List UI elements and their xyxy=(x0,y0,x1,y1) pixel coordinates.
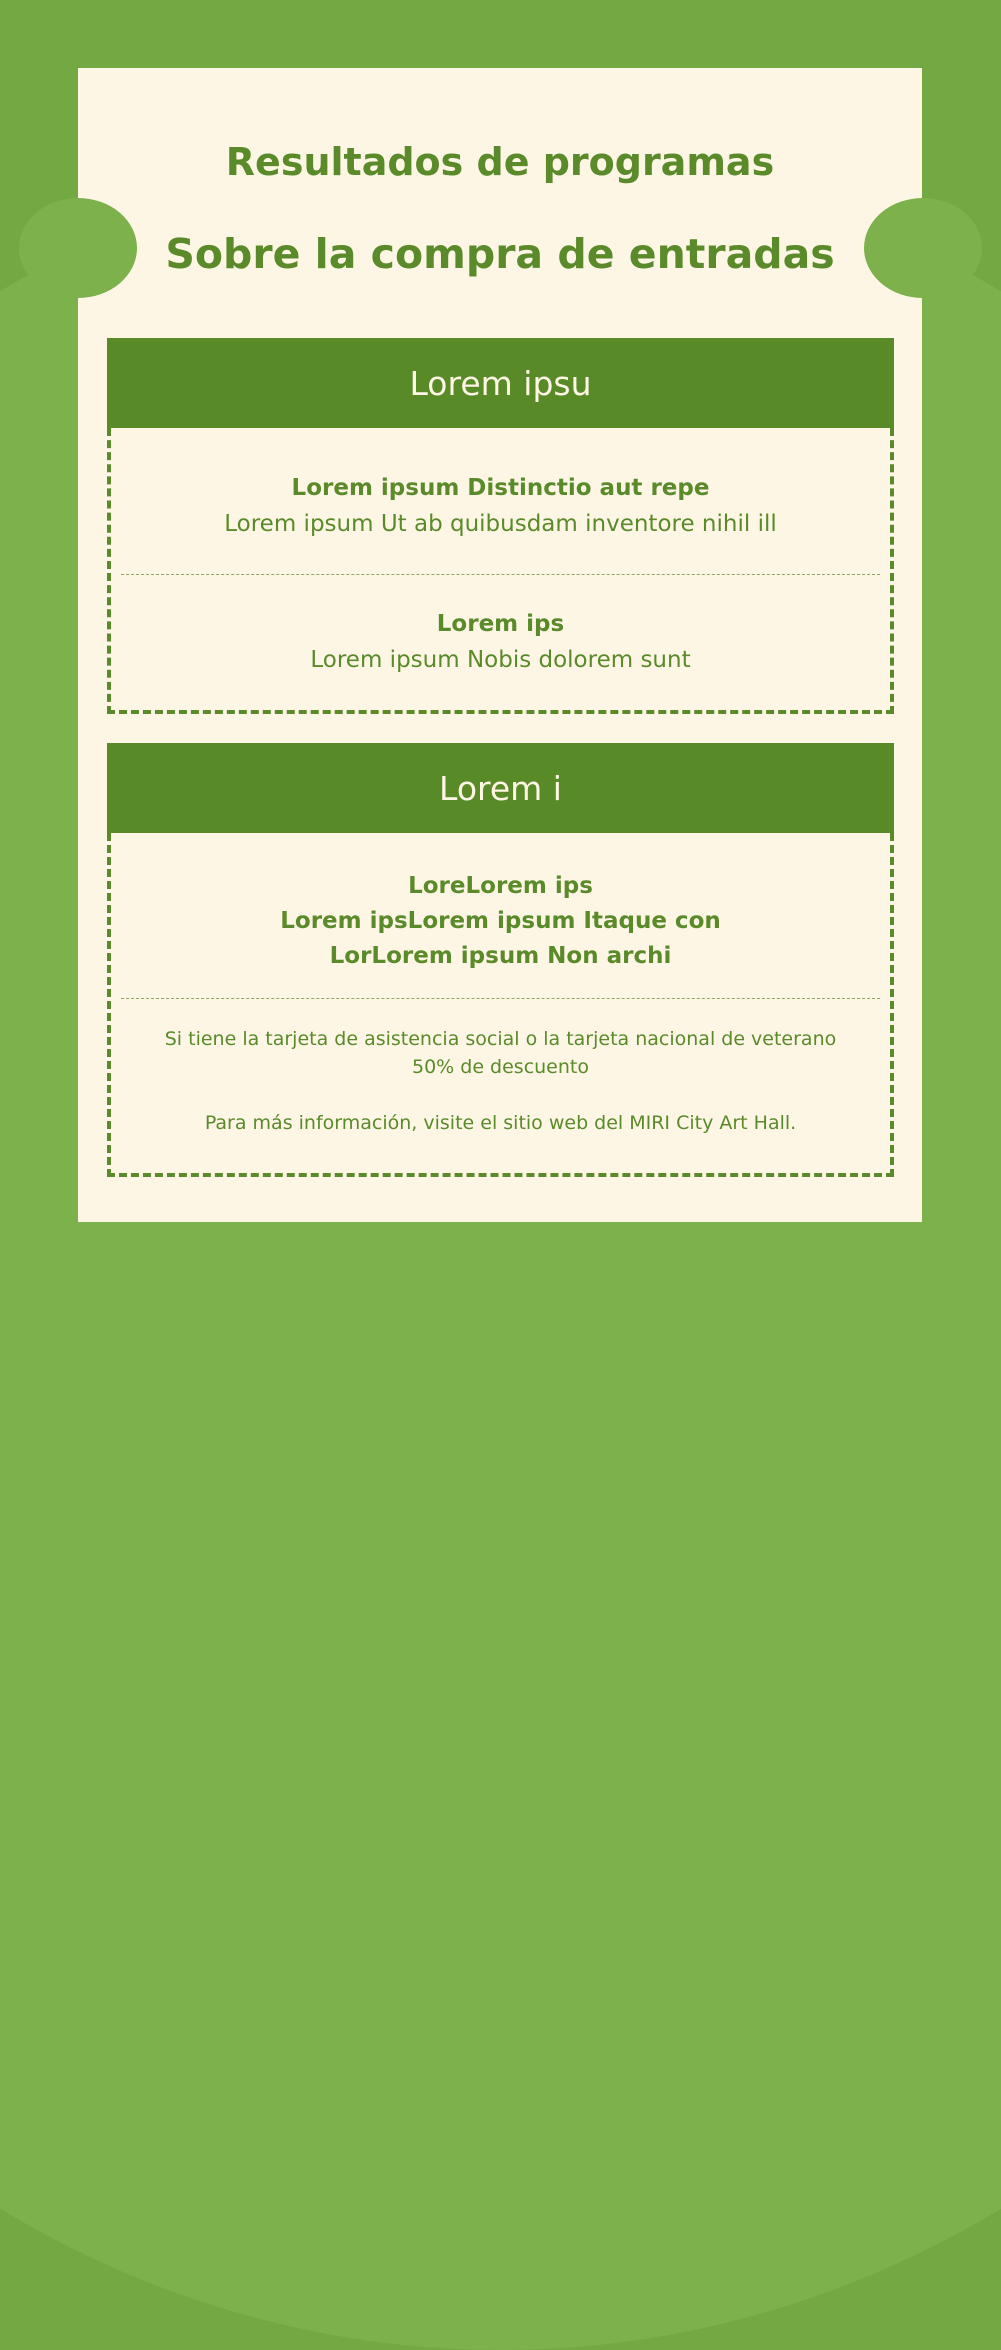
card-section-notes xyxy=(111,999,890,1173)
card-header: Lorem ipsu xyxy=(107,338,894,428)
card-section xyxy=(111,575,890,710)
card-body xyxy=(107,833,894,1177)
section-line: Lorem ipsLorem ipsum Itaque con xyxy=(280,908,721,934)
section-text: Lorem ipsum Ut ab quibusdam inventore nihil ill xyxy=(224,510,777,537)
discount-value: 50% de descuento xyxy=(411,1056,589,1078)
card-body xyxy=(107,428,894,714)
section-text: Lorem ipsum Nobis dolorem sunt xyxy=(310,647,691,673)
card-header: Lorem i xyxy=(107,743,894,833)
discount-note: Si tiene la tarjeta de asistencia social o la tarjeta nacional de veterano xyxy=(164,1028,837,1050)
section-heading: Lorem ips xyxy=(436,611,565,637)
page-subtitle: Sobre la compra de entradas xyxy=(165,230,835,278)
card-section xyxy=(111,833,890,998)
info-note: Para más información, visite el sitio web del MIRI City Art Hall. xyxy=(204,1112,797,1134)
section-line: LorLorem ipsum Non archi xyxy=(329,943,672,969)
card-section xyxy=(111,428,890,574)
page-title: Resultados de programas xyxy=(225,140,775,184)
section-heading: Lorem ipsum Distinctio aut repe xyxy=(291,474,710,501)
info-card-1 xyxy=(107,338,894,714)
section-line: LoreLorem ips xyxy=(408,873,593,899)
info-card-2 xyxy=(107,743,894,1177)
